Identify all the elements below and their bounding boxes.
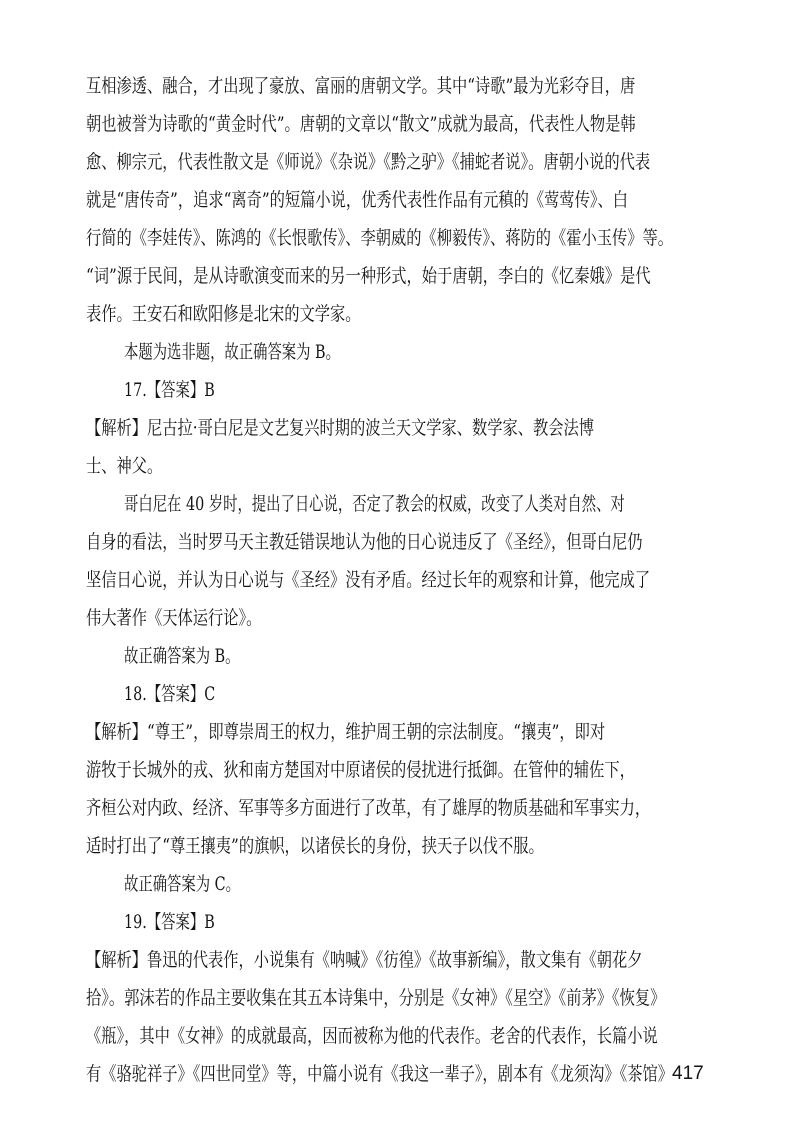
text-line: 伟大著作《天体运行论》。 xyxy=(86,607,262,629)
text-line: 自身的看法，当时罗马天主教廷错误地认为他的日心说违反了《圣经》，但哥白尼仍 xyxy=(86,531,643,553)
answer-heading-17: 17.【答案】B xyxy=(124,379,215,401)
text-line: 行简的《李娃传》、陈鸿的《长恨歌传》、李朝威的《柳毅传》、蒋防的《霍小玉传》等。 xyxy=(86,227,674,249)
text-line: 愈、柳宗元，代表性散文是《师说》《杂说》《黔之驴》《捕蛇者说》。唐朝小说的代表 xyxy=(86,151,651,173)
text-line: 齐桓公对内政、经济、军事等多方面进行了改革，有了雄厚的物质基础和军事实力， xyxy=(86,797,651,819)
text-line: “词”源于民间，是从诗歌演变而来的另一种形式，始于唐朝，李白的《忆秦娥》是代 xyxy=(86,265,651,287)
answer-heading-18: 18.【答案】C xyxy=(124,683,216,705)
text-line: 拾》。郭沫若的作品主要收集在其五本诗集中，分别是《女神》《星空》《前茅》《恢复》 xyxy=(86,987,666,1009)
text-line: 朝也被誉为诗歌的“黄金时代”。唐朝的文章以“散文”成就为最高，代表性人物是韩 xyxy=(86,113,636,135)
text-line: 【解析】鲁迅的代表作，小说集有《呐喊》《彷徨》《故事新编》，散文集有《朝花夕 xyxy=(86,949,643,971)
page-number: 417 xyxy=(672,1063,704,1084)
text-line: 表作。王安石和欧阳修是北宋的文学家。 xyxy=(86,303,361,325)
text-line: 有《骆驼祥子》《四世同堂》等，中篇小说有《我这一辈子》，剧本有《龙须沟》《茶馆》 xyxy=(86,1063,674,1085)
text-line: 【解析】尼古拉·哥白尼是文艺复兴时期的波兰天文学家、数学家、教会法博 xyxy=(86,417,595,439)
text-line: 《瓶》，其中《女神》的成就最高，因而被称为他的代表作。老舍的代表作，长篇小说 xyxy=(86,1025,658,1047)
text-line: 互相渗透、融合，才出现了豪放、富丽的唐朝文学。其中“诗歌”最为光彩夺目，唐 xyxy=(86,75,636,97)
text-line: 故正确答案为 B。 xyxy=(124,645,240,667)
answer-heading-19: 19.【答案】B xyxy=(124,911,215,933)
text-line: 适时打出了“尊王攘夷”的旗帜，以诸侯长的身份，挟天子以伐不服。 xyxy=(86,835,544,857)
text-line: 本题为选非题，故正确答案为 B。 xyxy=(124,341,340,363)
text-line: 哥白尼在 40 岁时，提出了日心说，否定了教会的权威，改变了人类对自然、对 xyxy=(124,493,625,515)
text-line: 【解析】“尊王”，即尊崇周王的权力，维护周王朝的宗法制度。“攘夷”，即对 xyxy=(86,721,606,743)
text-line: 就是“唐传奇”，追求“离奇”的短篇小说，优秀代表性作品有元稹的《莺莺传》、白 xyxy=(86,189,628,211)
text-line: 故正确答案为 C。 xyxy=(124,873,240,895)
text-line: 坚信日心说，并认为日心说与《圣经》没有矛盾。经过长年的观察和计算，他完成了 xyxy=(86,569,651,591)
text-line: 士、神父。 xyxy=(86,455,163,477)
text-line: 游牧于长城外的戎、狄和南方楚国对中原诸侯的侵扰进行抵御。在管仲的辅佐下， xyxy=(86,759,635,781)
